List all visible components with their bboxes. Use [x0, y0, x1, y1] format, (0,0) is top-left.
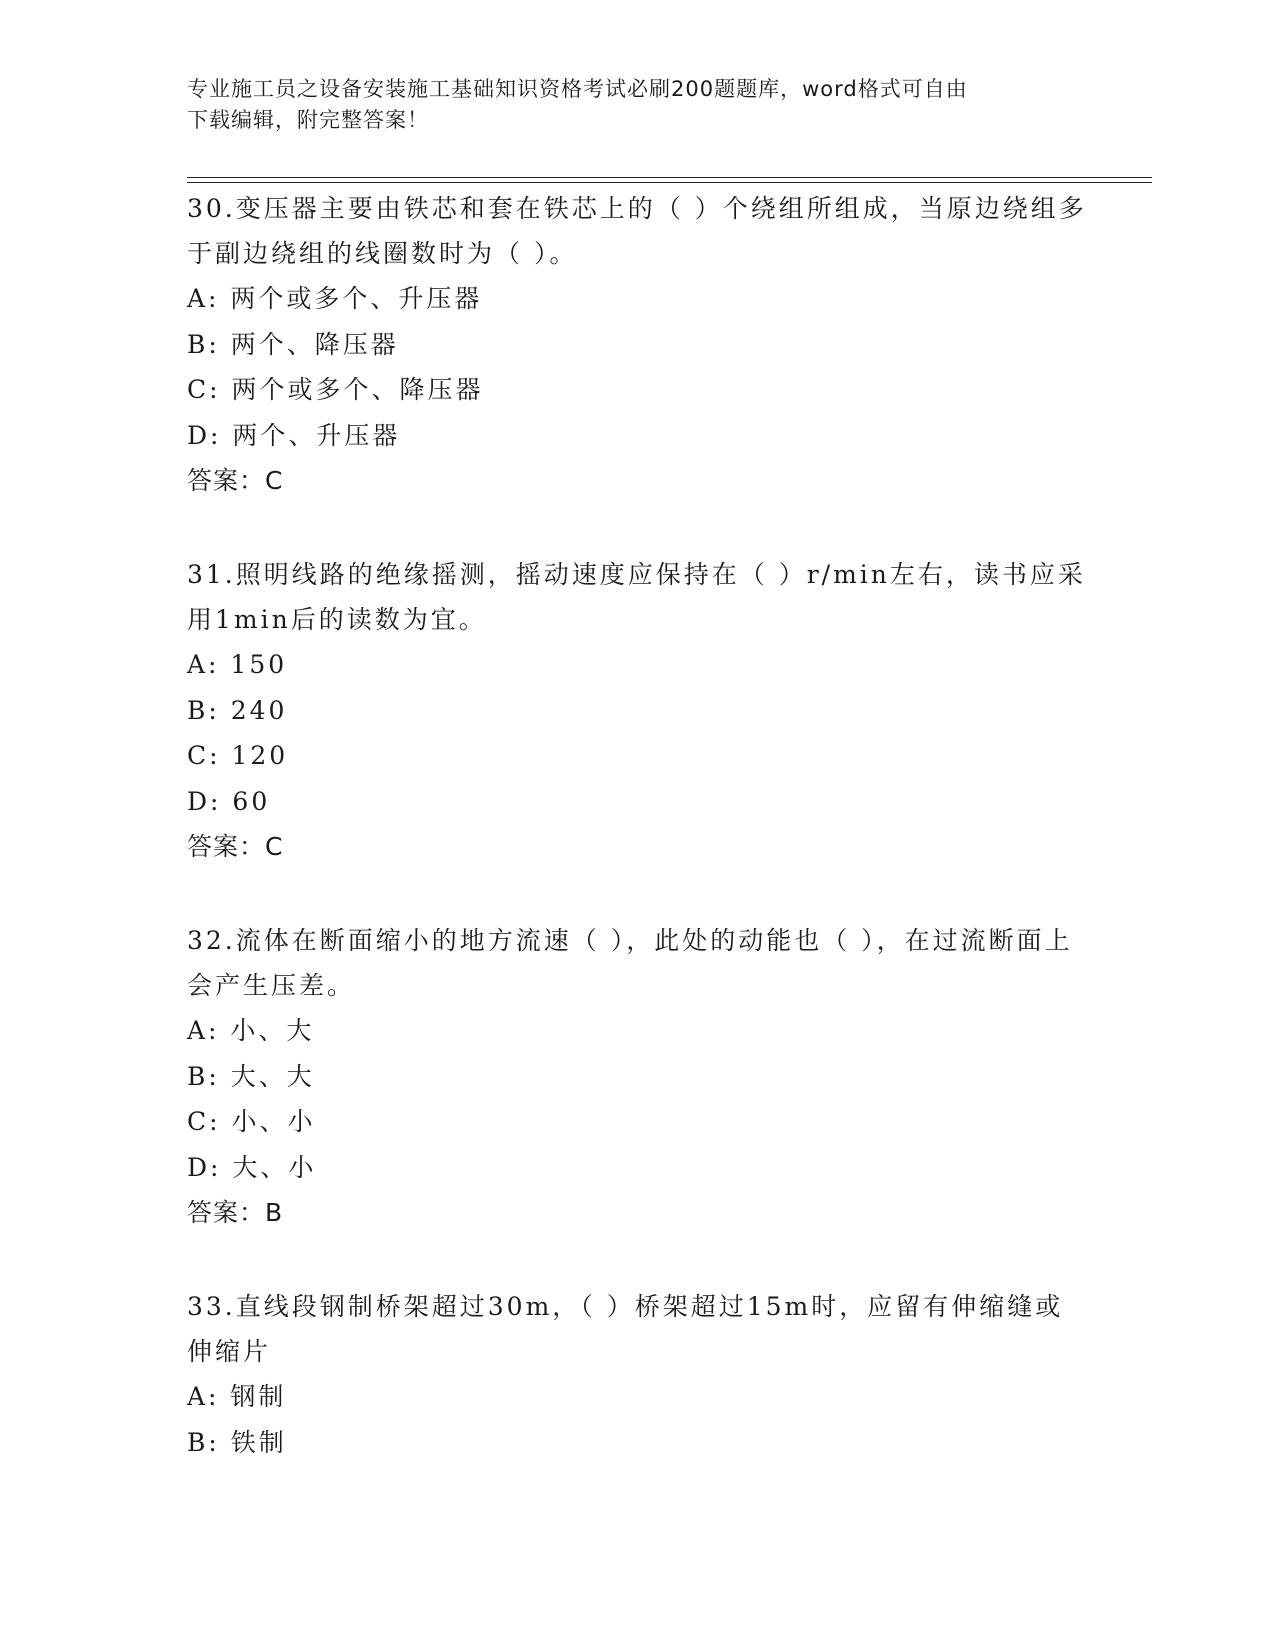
header-line-1: 专业施工员之设备安装施工基础知识资格考试必刷200题题库，word格式可自由	[187, 77, 968, 101]
option-b: B: 两个、降压器	[187, 329, 399, 359]
header-divider-bottom	[187, 182, 1152, 183]
option-a: A: 钢制	[187, 1382, 287, 1411]
document-header	[187, 74, 1087, 136]
option-a: A: 小、大	[187, 1016, 315, 1045]
question-31	[187, 552, 1087, 869]
question-list	[187, 186, 1087, 1514]
option-b: B: 铁制	[187, 1427, 287, 1457]
option-c: C: 两个或多个、降压器	[187, 375, 484, 404]
option-c: C: 小、小	[187, 1107, 316, 1136]
option-d: D: 两个、升压器	[187, 420, 401, 450]
option-b: B: 大、大	[187, 1061, 315, 1091]
question-text: 30.变压器主要由铁芯和套在铁芯上的（ ）个绕组所组成，当原边绕组多于副边绕组的线圈数时为（ ）。	[187, 194, 1087, 268]
question-text: 32.流体在断面缩小的地方流速（ ），此处的动能也（ ），在过流断面上会产生压差。	[187, 926, 1073, 1000]
header-divider-top	[187, 177, 1152, 178]
option-a: A: 150	[187, 650, 288, 679]
answer-label: 答案：C	[187, 832, 284, 861]
answer-label: 答案：C	[187, 466, 284, 495]
header-line-2: 下载编辑，附完整答案！	[187, 108, 429, 132]
option-b: B: 240	[187, 695, 288, 725]
option-a: A: 两个或多个、升压器	[187, 284, 483, 313]
option-d: D: 大、小	[187, 1152, 317, 1182]
question-text: 31.照明线路的绝缘摇测，摇动速度应保持在（ ）r/min左右，读书应采用1min后的读数为宜。	[187, 560, 1086, 634]
option-c: C: 120	[187, 741, 289, 770]
question-30	[187, 186, 1087, 503]
question-32	[187, 918, 1087, 1235]
answer-label: 答案：B	[187, 1198, 284, 1227]
question-33	[187, 1284, 1087, 1465]
option-d: D: 60	[187, 786, 271, 816]
question-text: 33.直线段钢制桥架超过30m，（ ）桥架超过15m时，应留有伸缩缝或伸缩片	[187, 1292, 1064, 1366]
